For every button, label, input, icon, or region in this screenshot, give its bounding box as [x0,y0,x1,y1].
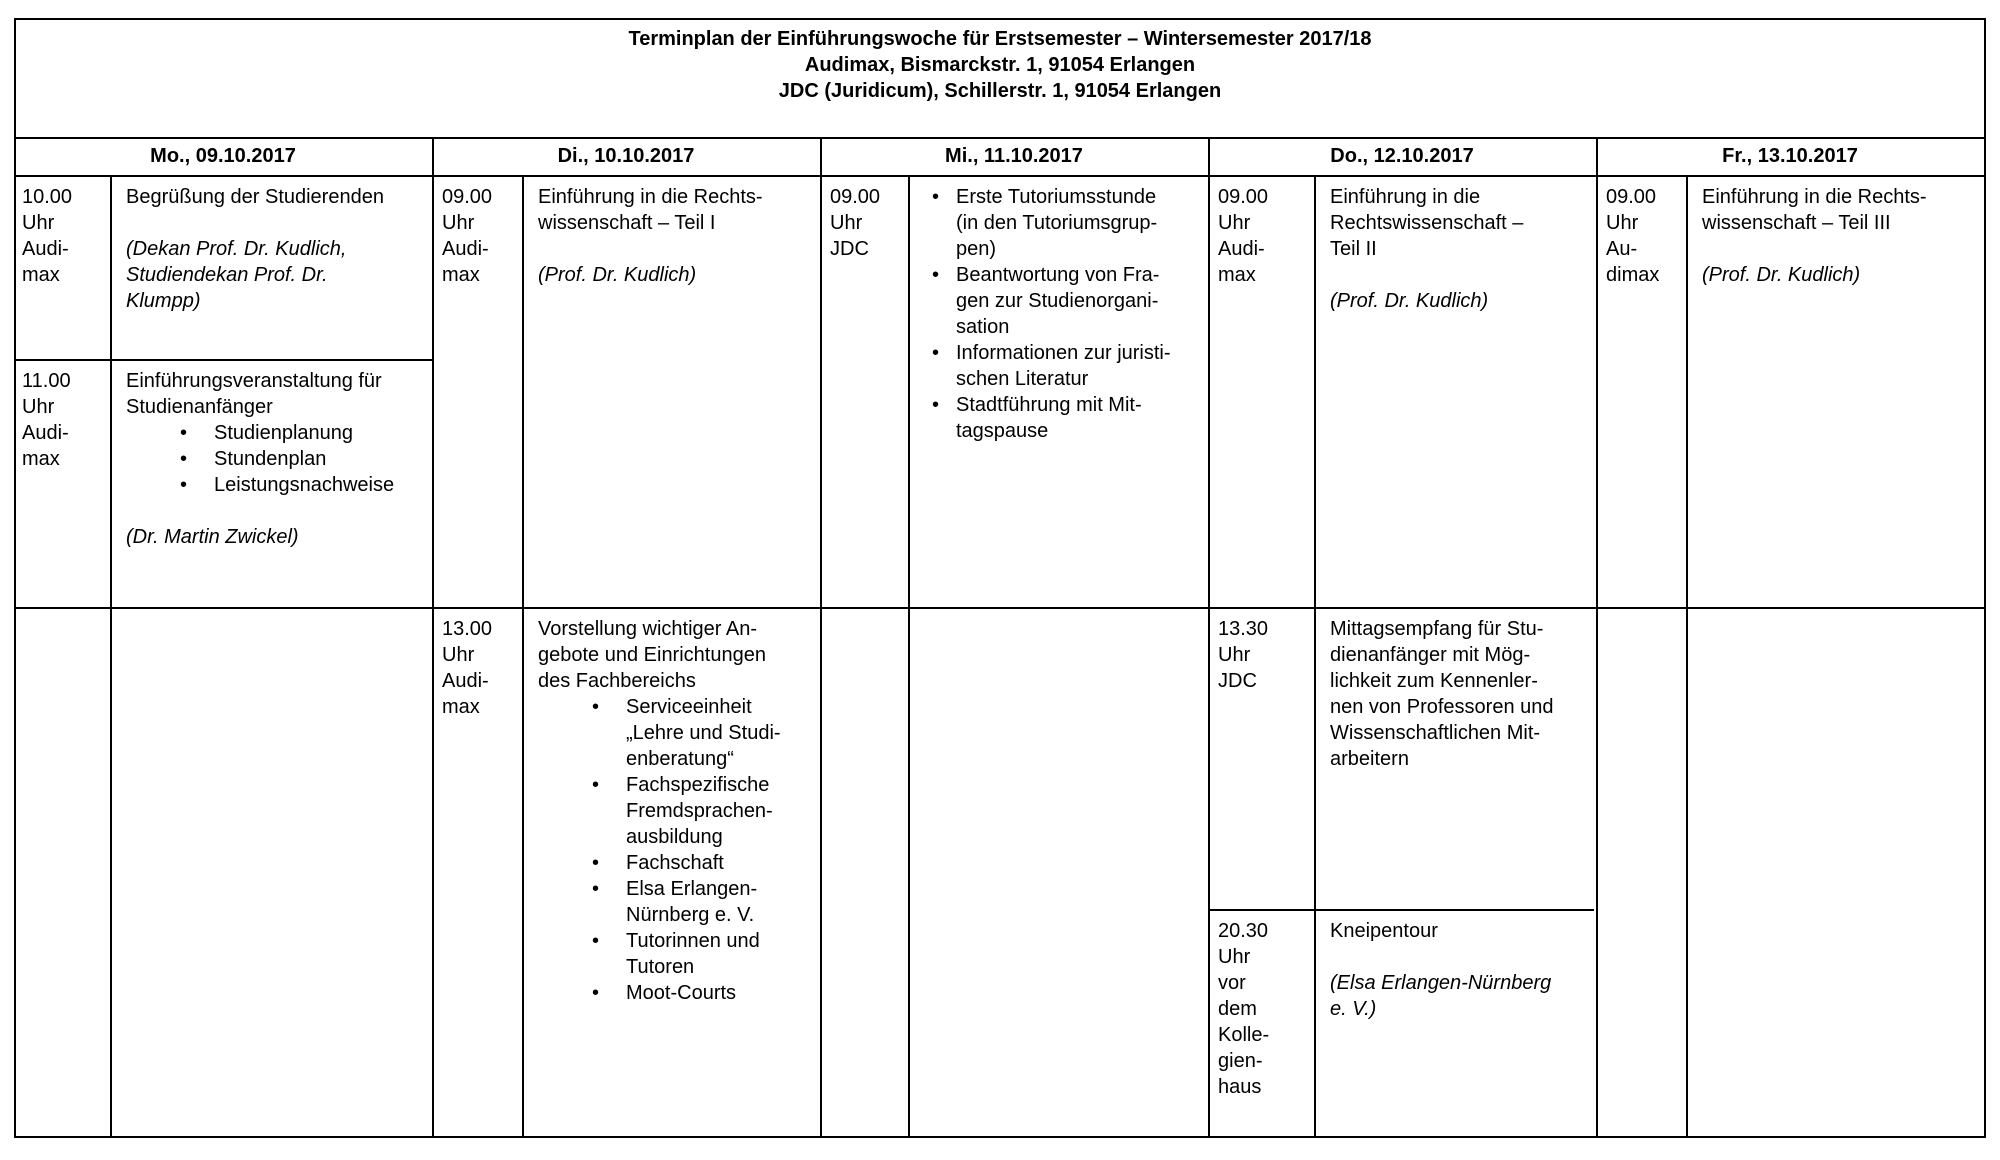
text-line: wissenschaft – Teil I [538,212,716,234]
text-line: Uhr [1218,946,1251,968]
text-line: max [22,264,60,286]
text-line: • Moot-Courts [626,982,737,1004]
day-header-wednesday: Mi., 11.10.2017 [945,145,1083,167]
text-line: tagspause [956,420,1049,442]
text-line: haus [1218,1076,1262,1098]
day-header-monday: Mo., 09.10.2017 [150,145,296,167]
grid-line [1686,175,1688,1138]
list-item: • Leistungsnachweise [126,472,426,498]
event-time [830,184,906,262]
event-speaker: Studiendekan Prof. Dr. [126,264,328,286]
grid-line [14,175,1986,177]
event-time [1218,184,1310,288]
list-item: • Studienplanung [126,420,426,446]
text-line: sation [956,316,1010,338]
text-line: Uhr [1606,212,1639,234]
text-line: max [1218,264,1256,286]
text-line: Uhr [1218,644,1251,666]
text-line: gebote und Einrichtungen [538,644,766,666]
text-line: wissenschaft – Teil III [1702,212,1891,234]
event-description [126,184,426,314]
spacer [1330,944,1594,970]
text-line: 20.30 [1218,920,1269,942]
text-line: Au- [1606,238,1638,260]
grid-line [14,1136,1986,1138]
event-time [1218,616,1310,694]
text-line: JDC [1218,670,1257,692]
list-item [538,694,818,772]
text-line: 09.00 [1218,186,1269,208]
text-line: • Erste Tutoriumsstunde [956,186,1157,208]
list-item [926,340,1206,392]
grid-line [1984,18,1986,1138]
event-description [1330,616,1594,772]
bullet-list [126,420,426,498]
spacer [1702,236,1978,262]
event-speaker: (Prof. Dr. Kudlich) [1330,290,1489,312]
day-header-tuesday: Di., 10.10.2017 [557,145,695,167]
text-line: • Serviceeinheit [626,696,752,718]
list-item [926,392,1206,444]
event-description [126,368,426,550]
text-line: gen zur Studienorgani- [956,290,1159,312]
text-line: • Beantwortung von Fra- [956,264,1160,286]
text-line: • Fachschaft [626,852,724,874]
bullet-list [538,694,818,1006]
text-line: „Lehre und Studi- [626,722,781,744]
text-line: Einführung in die Rechts- [1702,186,1927,208]
event-description [1330,184,1594,314]
text-line: Uhr [1218,212,1251,234]
text-line: Teil II [1330,238,1377,260]
text-line: 13.30 [1218,618,1269,640]
text-line: nen von Professoren und [1330,696,1554,718]
text-line: 13.00 [442,618,493,640]
text-line: Uhr [22,212,55,234]
list-item [538,876,818,928]
event-description [538,616,818,1006]
text-line: max [442,696,480,718]
page-title [14,26,1986,104]
text-line: Fremdsprachen- [626,800,773,822]
text-line: 11.00 [22,370,71,392]
grid-line [14,18,1986,20]
list-item [926,262,1206,340]
text-line: Wissenschaftlichen Mit- [1330,722,1541,744]
title-line: Terminplan der Einführungswoche für Erstsemester – Wintersemester 2017/18 [628,28,1372,50]
text-line: Uhr [442,212,475,234]
title-line: JDC (Juridicum), Schillerstr. 1, 91054 Erlangen [778,80,1222,102]
text-line: 10.00 [22,186,73,208]
text-line: Audi- [22,238,69,260]
text-line: JDC [830,238,869,260]
spacer [538,236,818,262]
text-line: Kolle- [1218,1024,1270,1046]
schedule-table [14,18,1986,1138]
text-line: Uhr [442,644,475,666]
spacer [126,498,426,524]
event-time [442,616,518,720]
text-line: enberatung“ [626,748,734,770]
text-line: pen) [956,238,997,260]
text-line: Uhr [830,212,863,234]
grid-line [1208,137,1210,1138]
grid-line [14,359,433,361]
text-line: Audi- [22,422,69,444]
text-line: 09.00 [442,186,493,208]
text-line: schen Literatur [956,368,1089,390]
grid-line [820,137,822,1138]
text-line: dimax [1606,264,1660,286]
event-speaker: (Dekan Prof. Dr. Kudlich, [126,238,347,260]
grid-line [432,137,434,1138]
list-item [538,772,818,850]
text-line: gien- [1218,1050,1263,1072]
text-line: Mittagsempfang für Stu- [1330,618,1544,640]
event-speaker: (Prof. Dr. Kudlich) [1702,264,1861,286]
list-item [538,980,818,1006]
grid-line [14,18,16,1138]
event-speaker: (Elsa Erlangen-Nürnberg [1330,972,1552,994]
event-description [926,184,1206,444]
event-time [1606,184,1682,288]
text-line: vor [1218,972,1246,994]
event-description [1330,918,1594,1022]
text-line: ausbildung [626,826,723,848]
list-item: • Stundenplan [126,446,426,472]
text-line: Einführung in die Rechts- [538,186,763,208]
list-item [538,928,818,980]
grid-line [14,607,1986,609]
text-line: • Informationen zur juristi- [956,342,1171,364]
text-line: Audi- [1218,238,1265,260]
text-line: Tutoren [626,956,695,978]
text-line: Einführung in die [1330,186,1481,208]
list-item [538,850,818,876]
text-line: • Fachspezifische [626,774,770,796]
text-line: arbeitern [1330,748,1409,770]
grid-line [1208,909,1594,911]
text-line: • Stadtführung mit Mit- [956,394,1142,416]
text-line: (in den Tutoriumsgrup- [956,212,1158,234]
event-speaker: (Prof. Dr. Kudlich) [538,264,697,286]
text-line: des Fachbereichs [538,670,696,692]
text-line: max [22,448,60,470]
event-description [1702,184,1978,288]
text-line: Begrüßung der Studierenden [126,186,384,208]
text-line: Einführungsveranstaltung für [126,370,382,392]
bullet-list [926,184,1206,444]
text-line: 09.00 [830,186,881,208]
list-item [926,184,1206,262]
text-line: dienanfänger mit Mög- [1330,644,1531,666]
text-line: Audi- [442,238,489,260]
text-line: lichkeit zum Kennenler- [1330,670,1538,692]
event-time [442,184,518,288]
text-line: 09.00 [1606,186,1657,208]
text-line: Uhr [22,396,55,418]
spacer [1330,262,1594,288]
grid-line [522,175,524,1138]
text-line: • Tutorinnen und [626,930,760,952]
grid-line [1314,175,1316,1138]
text-line: Studienanfänger [126,396,273,418]
event-description [538,184,818,288]
title-line: Audimax, Bismarckstr. 1, 91054 Erlangen [804,54,1196,76]
text-line: max [442,264,480,286]
text-line: • Elsa Erlangen- [626,878,758,900]
text-line: Vorstellung wichtiger An- [538,618,758,640]
event-speaker: e. V.) [1330,998,1377,1020]
text-line: Kneipentour [1330,920,1438,942]
text-line: Audi- [442,670,489,692]
day-header-friday: Fr., 13.10.2017 [1722,145,1858,167]
grid-line [1596,137,1598,1138]
day-header-thursday: Do., 12.10.2017 [1330,145,1474,167]
text-line: Rechtswissenschaft – [1330,212,1524,234]
event-time [1218,918,1310,1100]
text-line: Nürnberg e. V. [626,904,755,926]
event-time [22,184,106,288]
spacer [126,210,426,236]
text-line: dem [1218,998,1257,1020]
grid-line [908,175,910,1138]
event-speaker: (Dr. Martin Zwickel) [126,526,299,548]
event-speaker: Klumpp) [126,290,201,312]
grid-line [110,175,112,1138]
event-time [22,368,106,472]
